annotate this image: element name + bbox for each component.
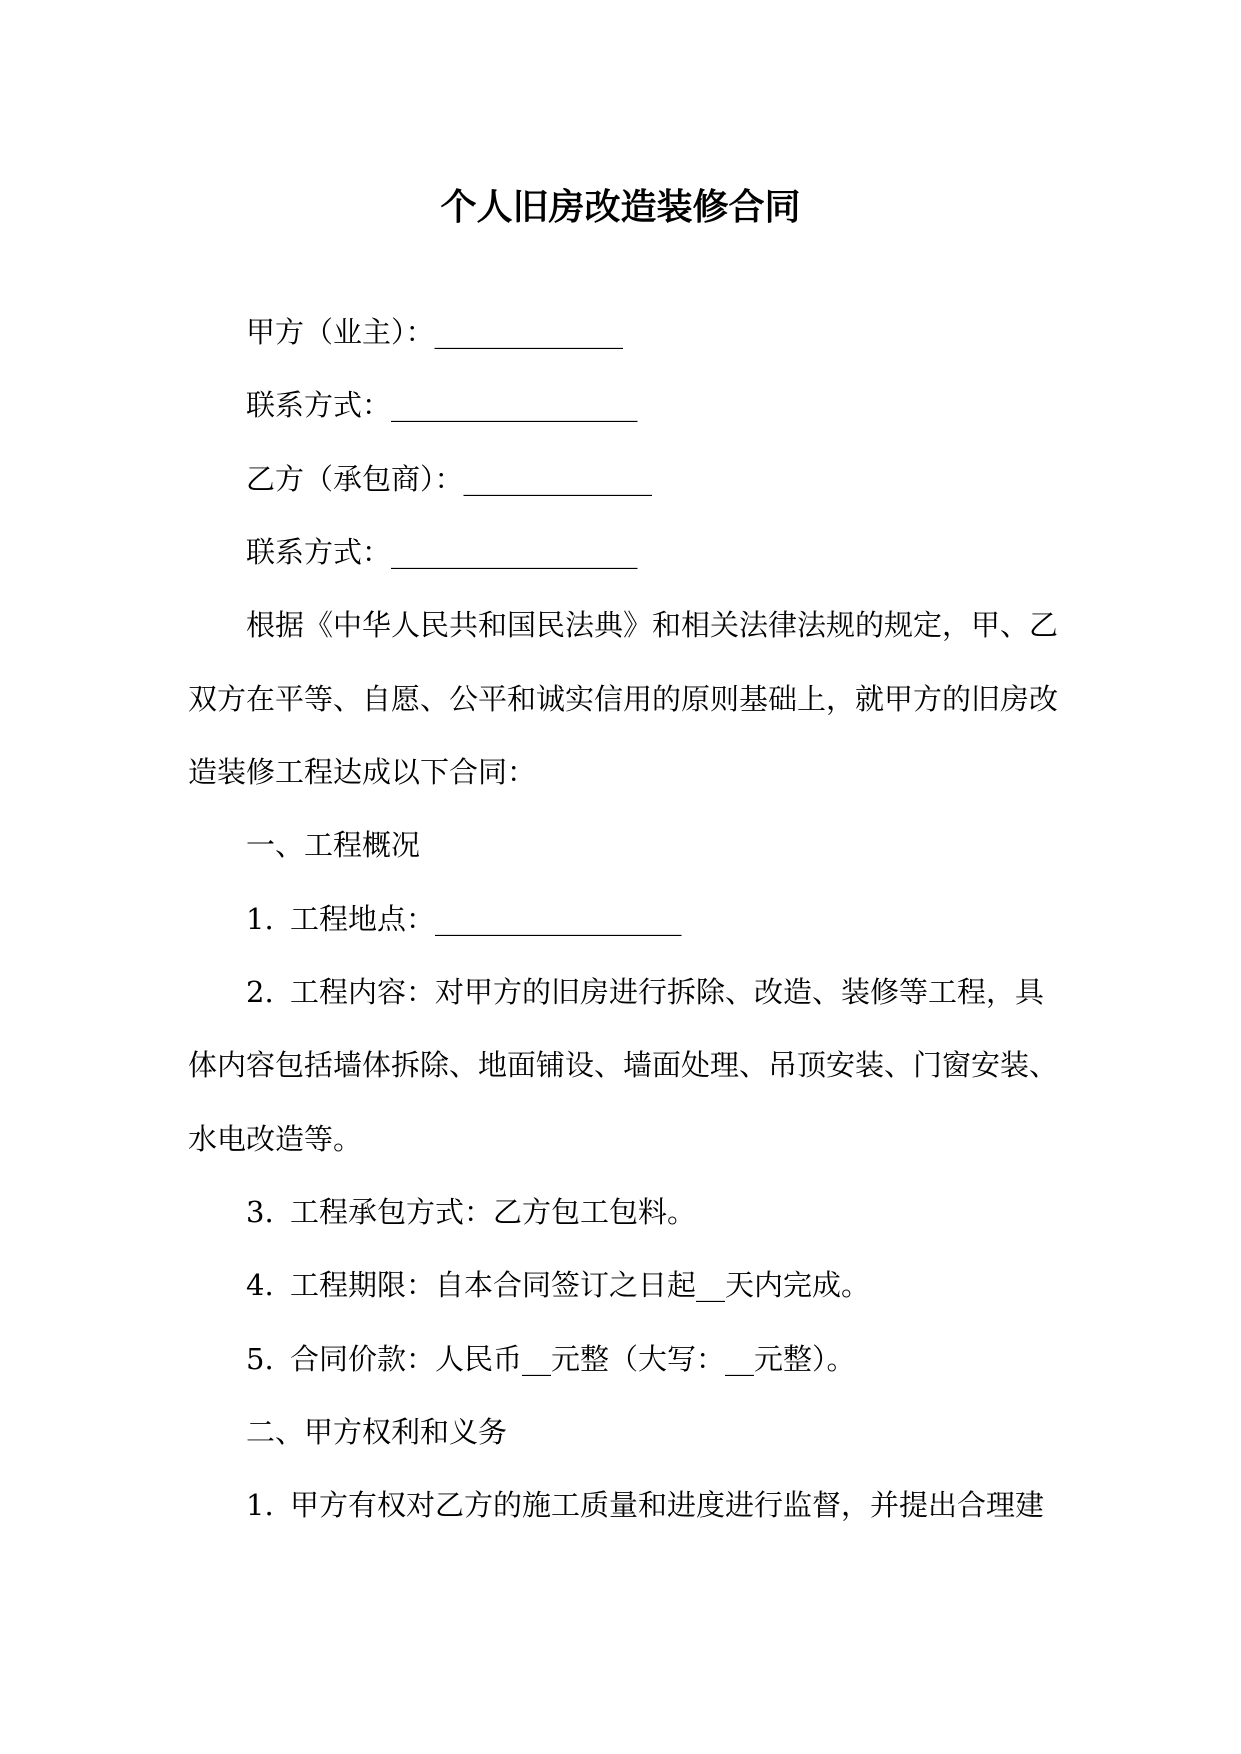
section-1-item-4 xyxy=(246,1266,1058,1304)
party-b-contact-line: 联系方式：_________________ xyxy=(246,535,638,569)
item-number: 4. xyxy=(246,1268,274,1302)
item-number: 3. xyxy=(246,1195,274,1229)
item-text: 工程内容：对甲方的旧房进行拆除、改造、装修等工程，具 xyxy=(290,975,1045,1009)
section-1-item-2 xyxy=(246,973,1058,1011)
section-2-heading: 二、甲方权利和义务 xyxy=(246,1415,508,1449)
section-1-item-1 xyxy=(246,900,1058,938)
item-number: 2. xyxy=(246,975,274,1009)
document-title: 个人旧房改造装修合同 xyxy=(440,186,801,228)
party-b-line: 乙方（承包商）：_____________ xyxy=(246,462,653,496)
section-2-item-1 xyxy=(246,1486,1058,1524)
item-text: 工程地点：_________________ xyxy=(290,902,682,936)
section-1-heading: 一、工程概况 xyxy=(246,828,421,862)
section-1-item-5 xyxy=(246,1340,1058,1378)
section-1-item-3 xyxy=(246,1193,1058,1231)
item-number: 1. xyxy=(246,902,274,936)
preamble-line-3: 造装修工程达成以下合同： xyxy=(188,755,537,789)
section-1-item-2-continued-1: 体内容包括墙体拆除、地面铺设、墙面处理、吊顶安装、门窗安装、 xyxy=(188,1048,1059,1082)
party-a-line: 甲方（业主）：_____________ xyxy=(246,315,624,349)
item-text: 工程承包方式：乙方包工包料。 xyxy=(290,1195,697,1229)
item-number: 1. xyxy=(246,1488,274,1522)
item-text: 工程期限：自本合同签订之日起__天内完成。 xyxy=(290,1268,871,1302)
item-text: 合同价款：人民币__元整（大写：__元整）。 xyxy=(290,1342,856,1376)
section-1-item-2-continued-2: 水电改造等。 xyxy=(188,1122,363,1156)
party-a-contact-line: 联系方式：_________________ xyxy=(246,388,638,422)
item-text: 甲方有权对乙方的施工质量和进度进行监督，并提出合理建 xyxy=(290,1488,1045,1522)
preamble-line-1: 根据《中华人民共和国民法典》和相关法律法规的规定，甲、乙 xyxy=(246,608,1059,642)
preamble-line-2: 双方在平等、自愿、公平和诚实信用的原则基础上，就甲方的旧房改 xyxy=(188,682,1059,716)
item-number: 5. xyxy=(246,1342,274,1376)
